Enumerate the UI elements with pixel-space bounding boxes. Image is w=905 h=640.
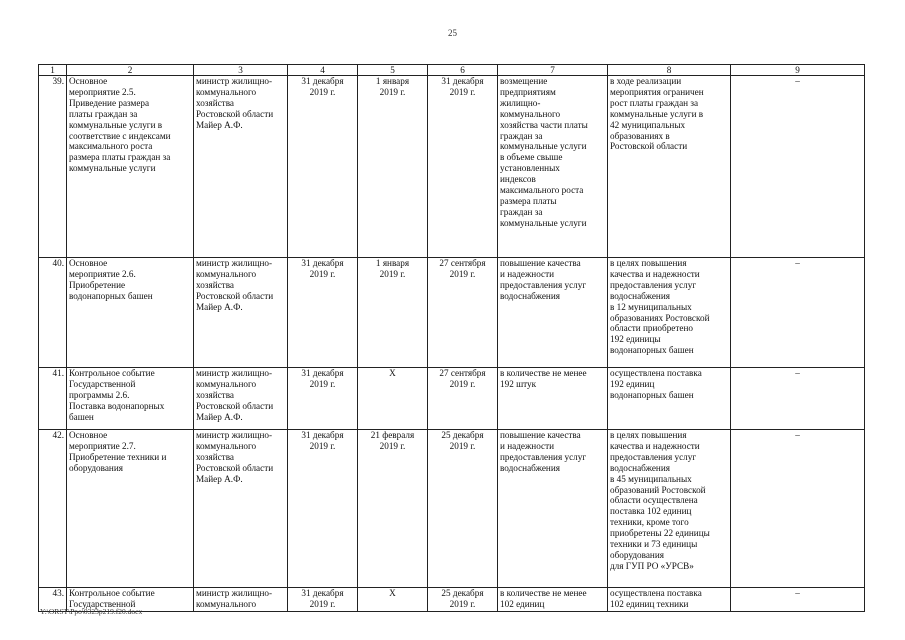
column-header: 7: [498, 65, 608, 76]
event-name: Основное мероприятие 2.7. Приобретение техники и оборудования: [67, 430, 194, 588]
expected-result: повышение качества и надежности предоставления услуг водоснабжения: [498, 258, 608, 368]
remarks: –: [731, 76, 865, 258]
start-date: Х: [358, 588, 428, 612]
event-name: Основное мероприятие 2.5. Приведение размера платы граждан за коммунальные услуги в соответствие с индексами максимального роста размера платы граждан за коммунальные услуги: [67, 76, 194, 258]
planned-date: 31 декабря 2019 г.: [288, 368, 358, 430]
event-name: Контрольное событие Государственной: [67, 588, 194, 612]
column-header: 6: [428, 65, 498, 76]
column-header: 5: [358, 65, 428, 76]
report-table: [38, 64, 865, 612]
event-name: Контрольное событие Государственной программы 2.6. Поставка водонапорных башен: [67, 368, 194, 430]
start-date: 21 февраля 2019 г.: [358, 430, 428, 588]
column-number-row: [39, 65, 865, 76]
table-row: [39, 76, 865, 258]
actual-result: осуществлена поставка 192 единиц водонапорных башен: [608, 368, 731, 430]
remarks: –: [731, 430, 865, 588]
end-date: 27 сентября 2019 г.: [428, 258, 498, 368]
expected-result: возмещение предприятиям жилищно- коммунального хозяйства части платы граждан за коммунальные услуги в объеме свыше установленных индексов максимального роста размера платы граждан за коммунальные услуги: [498, 76, 608, 258]
end-date: 25 декабря 2019 г.: [428, 430, 498, 588]
end-date: 31 декабря 2019 г.: [428, 76, 498, 258]
column-header: 4: [288, 65, 358, 76]
row-number: 40.: [39, 258, 67, 368]
row-number: 43.: [39, 588, 67, 612]
end-date: 25 декабря 2019 г.: [428, 588, 498, 612]
document-path-footer: Y:\ORST\Ppo\0323p219.f20.docx: [40, 607, 143, 616]
column-header: 1: [39, 65, 67, 76]
responsible-person: министр жилищно- коммунального хозяйства Ростовской области Майер А.Ф.: [194, 430, 288, 588]
row-number: 41.: [39, 368, 67, 430]
page-number: 25: [448, 28, 457, 38]
remarks: –: [731, 588, 865, 612]
planned-date: 31 декабря 2019 г.: [288, 76, 358, 258]
responsible-person: министр жилищно- коммунального хозяйства Ростовской области Майер А.Ф.: [194, 368, 288, 430]
event-name: Основное мероприятие 2.6. Приобретение водонапорных башен: [67, 258, 194, 368]
start-date: 1 января 2019 г.: [358, 258, 428, 368]
responsible-person: министр жилищно- коммунального: [194, 588, 288, 612]
column-header: 8: [608, 65, 731, 76]
start-date: 1 января 2019 г.: [358, 76, 428, 258]
actual-result: осуществлена поставка 102 единиц техники: [608, 588, 731, 612]
column-header: 9: [731, 65, 865, 76]
responsible-person: министр жилищно- коммунального хозяйства Ростовской области Майер А.Ф.: [194, 258, 288, 368]
row-number: 39.: [39, 76, 67, 258]
actual-result: в целях повышения качества и надежности предоставления услуг водоснабжения в 12 муниципальных образованиях Ростовской области приобретено 192 единицы водонапорных башен: [608, 258, 731, 368]
actual-result: в ходе реализации мероприятия ограничен рост платы граждан за коммунальные услуги в 42 муниципальных образованиях в Ростовской области: [608, 76, 731, 258]
column-header: 2: [67, 65, 194, 76]
expected-result: в количестве не менее 102 единиц: [498, 588, 608, 612]
table-row: [39, 258, 865, 368]
planned-date: 31 декабря 2019 г.: [288, 430, 358, 588]
end-date: 27 сентября 2019 г.: [428, 368, 498, 430]
planned-date: 31 декабря 2019 г.: [288, 588, 358, 612]
actual-result: в целях повышения качества и надежности предоставления услуг водоснабжения в 45 муниципальных образований Ростовской области осуществлена поставка 102 единиц техники, кроме того приобретены 22 единицы техники и 73 единицы оборудования для ГУП РО «УРСВ»: [608, 430, 731, 588]
table-row: [39, 430, 865, 588]
remarks: –: [731, 368, 865, 430]
responsible-person: министр жилищно- коммунального хозяйства Ростовской области Майер А.Ф.: [194, 76, 288, 258]
table-row: [39, 368, 865, 430]
table-row: [39, 588, 865, 612]
planned-date: 31 декабря 2019 г.: [288, 258, 358, 368]
remarks: –: [731, 258, 865, 368]
expected-result: повышение качества и надежности предоставления услуг водоснабжения: [498, 430, 608, 588]
column-header: 3: [194, 65, 288, 76]
expected-result: в количестве не менее 192 штук: [498, 368, 608, 430]
row-number: 42.: [39, 430, 67, 588]
start-date: Х: [358, 368, 428, 430]
